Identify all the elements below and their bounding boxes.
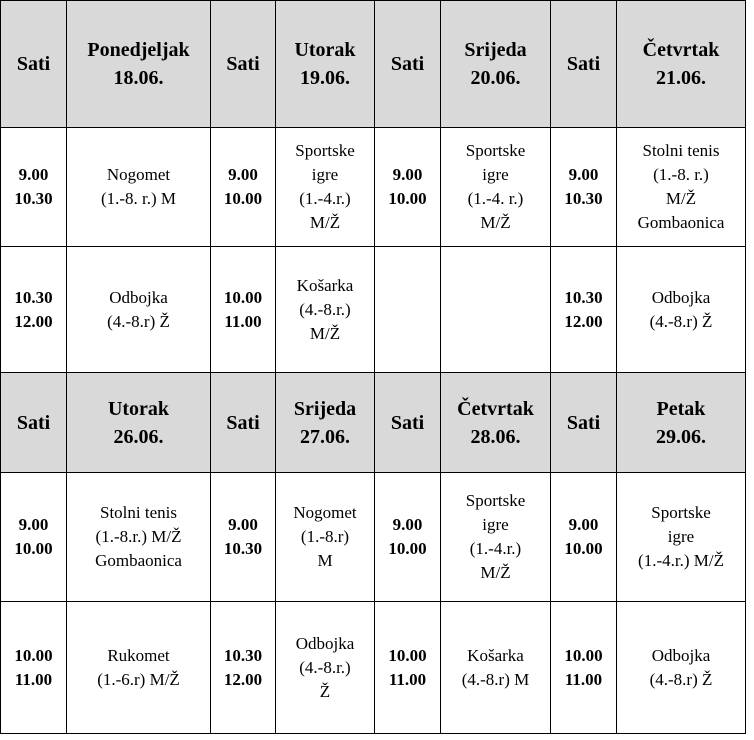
- activity-line: (1.-4.r.): [299, 189, 351, 208]
- time-start: 9.00: [228, 515, 258, 534]
- activity-line: M/Ž: [480, 563, 511, 582]
- day-header: [67, 1, 211, 128]
- sati-header: [211, 1, 276, 128]
- activity-line: M/Ž: [309, 323, 341, 343]
- time-start: 9.00: [392, 515, 423, 534]
- day-name: Četvrtak: [642, 39, 720, 61]
- activity-cell: [617, 473, 746, 602]
- activity-line: igre: [482, 165, 509, 184]
- activity-line: (1.-8.r.) M/Ž: [95, 527, 182, 546]
- time-cell: [551, 247, 617, 373]
- day-name: Utorak: [107, 397, 170, 420]
- activity-line: Gombaonica: [95, 551, 182, 570]
- activity-line: M: [317, 551, 333, 570]
- activity-line: Odbojka: [651, 645, 711, 665]
- activity-line: Stolni tenis: [100, 503, 177, 522]
- time-start: 9.00: [392, 165, 423, 184]
- time-cell: [211, 473, 276, 602]
- day-date: 21.06.: [656, 67, 706, 89]
- table-row: [1, 473, 746, 602]
- day-header: [276, 1, 375, 128]
- time-end: 12.00: [14, 311, 53, 331]
- time-cell: [375, 128, 441, 247]
- time-cell: [1, 602, 67, 734]
- activity-line: (1.-8.r): [300, 527, 350, 546]
- time-end: 10.00: [14, 539, 53, 558]
- sati-label: Sati: [16, 53, 51, 75]
- day-name: Srijeda: [464, 39, 527, 61]
- time-cell: [551, 128, 617, 247]
- activity-line: Odbojka: [295, 633, 355, 653]
- time-start: 10.00: [388, 645, 427, 665]
- time-cell: [211, 247, 276, 373]
- day-name: Utorak: [294, 39, 356, 61]
- day-date: 19.06.: [300, 67, 350, 89]
- activity-line: Košarka: [296, 275, 354, 295]
- time-start: 9.00: [18, 165, 49, 184]
- activity-cell: [67, 473, 211, 602]
- day-name: Četvrtak: [457, 397, 534, 420]
- day-header: [441, 373, 551, 473]
- time-cell: [551, 473, 617, 602]
- activity-cell: [67, 247, 211, 373]
- time-start: 9.00: [228, 165, 258, 184]
- time-end: 10.30: [14, 189, 53, 208]
- time-end: 12.00: [223, 669, 263, 689]
- time-start: 10.30: [223, 645, 263, 665]
- activity-line: igre: [667, 527, 695, 546]
- activity-line: (4.-8.r) M: [461, 669, 530, 689]
- activity-line: M/Ž: [309, 213, 341, 232]
- time-start: 10.00: [223, 287, 263, 307]
- time-start: 9.00: [568, 165, 599, 184]
- time-cell: [375, 473, 441, 602]
- day-date: 18.06.: [113, 67, 164, 89]
- day-date: 26.06.: [113, 425, 164, 448]
- time-end: 12.00: [564, 311, 603, 331]
- time-cell: [375, 602, 441, 734]
- week2-header-row: [1, 373, 746, 473]
- activity-cell: [67, 602, 211, 734]
- sati-header: [1, 1, 67, 128]
- time-end: 10.00: [223, 189, 263, 208]
- activity-line: M/Ž: [480, 213, 511, 232]
- table-row: [1, 247, 746, 373]
- sati-header: [375, 1, 441, 128]
- activity-cell: [617, 247, 746, 373]
- activity-cell: [441, 128, 551, 247]
- activity-line: igre: [311, 165, 339, 184]
- activity-line: Odbojka: [109, 287, 168, 307]
- day-name: Ponedjeljak: [87, 39, 190, 61]
- time-cell: [1, 473, 67, 602]
- activity-cell: [276, 473, 375, 602]
- time-cell: [1, 128, 67, 247]
- sati-header: [551, 373, 617, 473]
- activity-line: Gombaonica: [637, 213, 725, 232]
- time-end: 10.00: [388, 539, 427, 558]
- time-cell: [1, 247, 67, 373]
- sati-header: [551, 1, 617, 128]
- activity-cell: [276, 128, 375, 247]
- time-start: 9.00: [18, 515, 49, 534]
- day-header: [617, 1, 746, 128]
- activity-line: igre: [482, 515, 509, 534]
- time-cell: [211, 602, 276, 734]
- sati-label: Sati: [566, 53, 601, 75]
- day-name: Petak: [656, 397, 706, 420]
- activity-line: (4.-8.r) Ž: [649, 311, 713, 331]
- time-end: 10.30: [223, 539, 263, 558]
- table-row: [1, 128, 746, 247]
- activity-line: (1.-4. r.): [467, 189, 524, 208]
- day-header: [67, 373, 211, 473]
- time-start: 10.30: [14, 287, 53, 307]
- week1-header-row: [1, 1, 746, 128]
- activity-line: (1.-8. r.): [653, 165, 709, 184]
- activity-line: (4.-8.r) Ž: [107, 311, 170, 331]
- activity-line: Sportske: [651, 503, 711, 522]
- activity-line: Sportske: [295, 141, 355, 160]
- activity-line: (4.-8.r.): [299, 657, 351, 677]
- activity-line: Sportske: [465, 141, 526, 160]
- activity-line: Sportske: [465, 491, 526, 510]
- table-row: [1, 602, 746, 734]
- activity-line: Nogomet: [106, 165, 171, 184]
- sati-label: Sati: [390, 411, 425, 434]
- day-date: 27.06.: [300, 425, 350, 448]
- sati-header: [1, 373, 67, 473]
- activity-line: (4.-8.r) Ž: [649, 669, 713, 689]
- activity-line: (1.-8. r.) M: [100, 189, 177, 208]
- sati-header: [375, 373, 441, 473]
- time-cell-empty: [375, 247, 441, 373]
- day-date: 29.06.: [656, 425, 706, 448]
- time-start: 10.30: [564, 287, 603, 307]
- time-end: 11.00: [564, 669, 603, 689]
- sati-label: Sati: [226, 411, 260, 434]
- activity-cell: [441, 473, 551, 602]
- day-date: 20.06.: [470, 67, 521, 89]
- sati-label: Sati: [390, 53, 425, 75]
- activity-line: (1.-4.r.): [469, 539, 522, 558]
- time-end: 11.00: [14, 669, 53, 689]
- time-cell: [551, 602, 617, 734]
- day-header: [441, 1, 551, 128]
- activity-cell: [617, 128, 746, 247]
- activity-line: (1.-4.r.) M/Ž: [638, 551, 724, 570]
- sati-label: Sati: [16, 411, 51, 434]
- activity-line: Nogomet: [293, 503, 357, 522]
- time-end: 10.30: [564, 189, 603, 208]
- sati-label: Sati: [566, 411, 601, 434]
- activity-line: Ž: [319, 681, 331, 701]
- time-cell: [211, 128, 276, 247]
- activity-line: Odbojka: [651, 287, 711, 307]
- time-end: 11.00: [224, 311, 262, 331]
- activity-line: Rukomet: [107, 645, 170, 665]
- activity-cell: [67, 128, 211, 247]
- activity-cell-empty: [441, 247, 551, 373]
- time-end: 10.00: [388, 189, 427, 208]
- activity-cell: [617, 602, 746, 734]
- day-date: 28.06.: [470, 425, 521, 448]
- activity-cell: [276, 247, 375, 373]
- activity-cell: [276, 602, 375, 734]
- day-name: Srijeda: [293, 397, 357, 420]
- time-start: 10.00: [564, 645, 603, 665]
- sati-label: Sati: [226, 53, 260, 75]
- sati-header: [211, 373, 276, 473]
- activity-line: Košarka: [467, 645, 524, 665]
- time-start: 9.00: [568, 515, 599, 534]
- activity-cell: [441, 602, 551, 734]
- activity-line: Stolni tenis: [642, 141, 720, 160]
- day-header: [617, 373, 746, 473]
- activity-line: (4.-8.r.): [299, 299, 351, 319]
- time-end: 11.00: [388, 669, 427, 689]
- time-end: 10.00: [564, 539, 603, 558]
- activity-line: M/Ž: [665, 189, 697, 208]
- activity-line: (1.-6.r) M/Ž: [97, 669, 180, 689]
- day-header: [276, 373, 375, 473]
- time-start: 10.00: [14, 645, 53, 665]
